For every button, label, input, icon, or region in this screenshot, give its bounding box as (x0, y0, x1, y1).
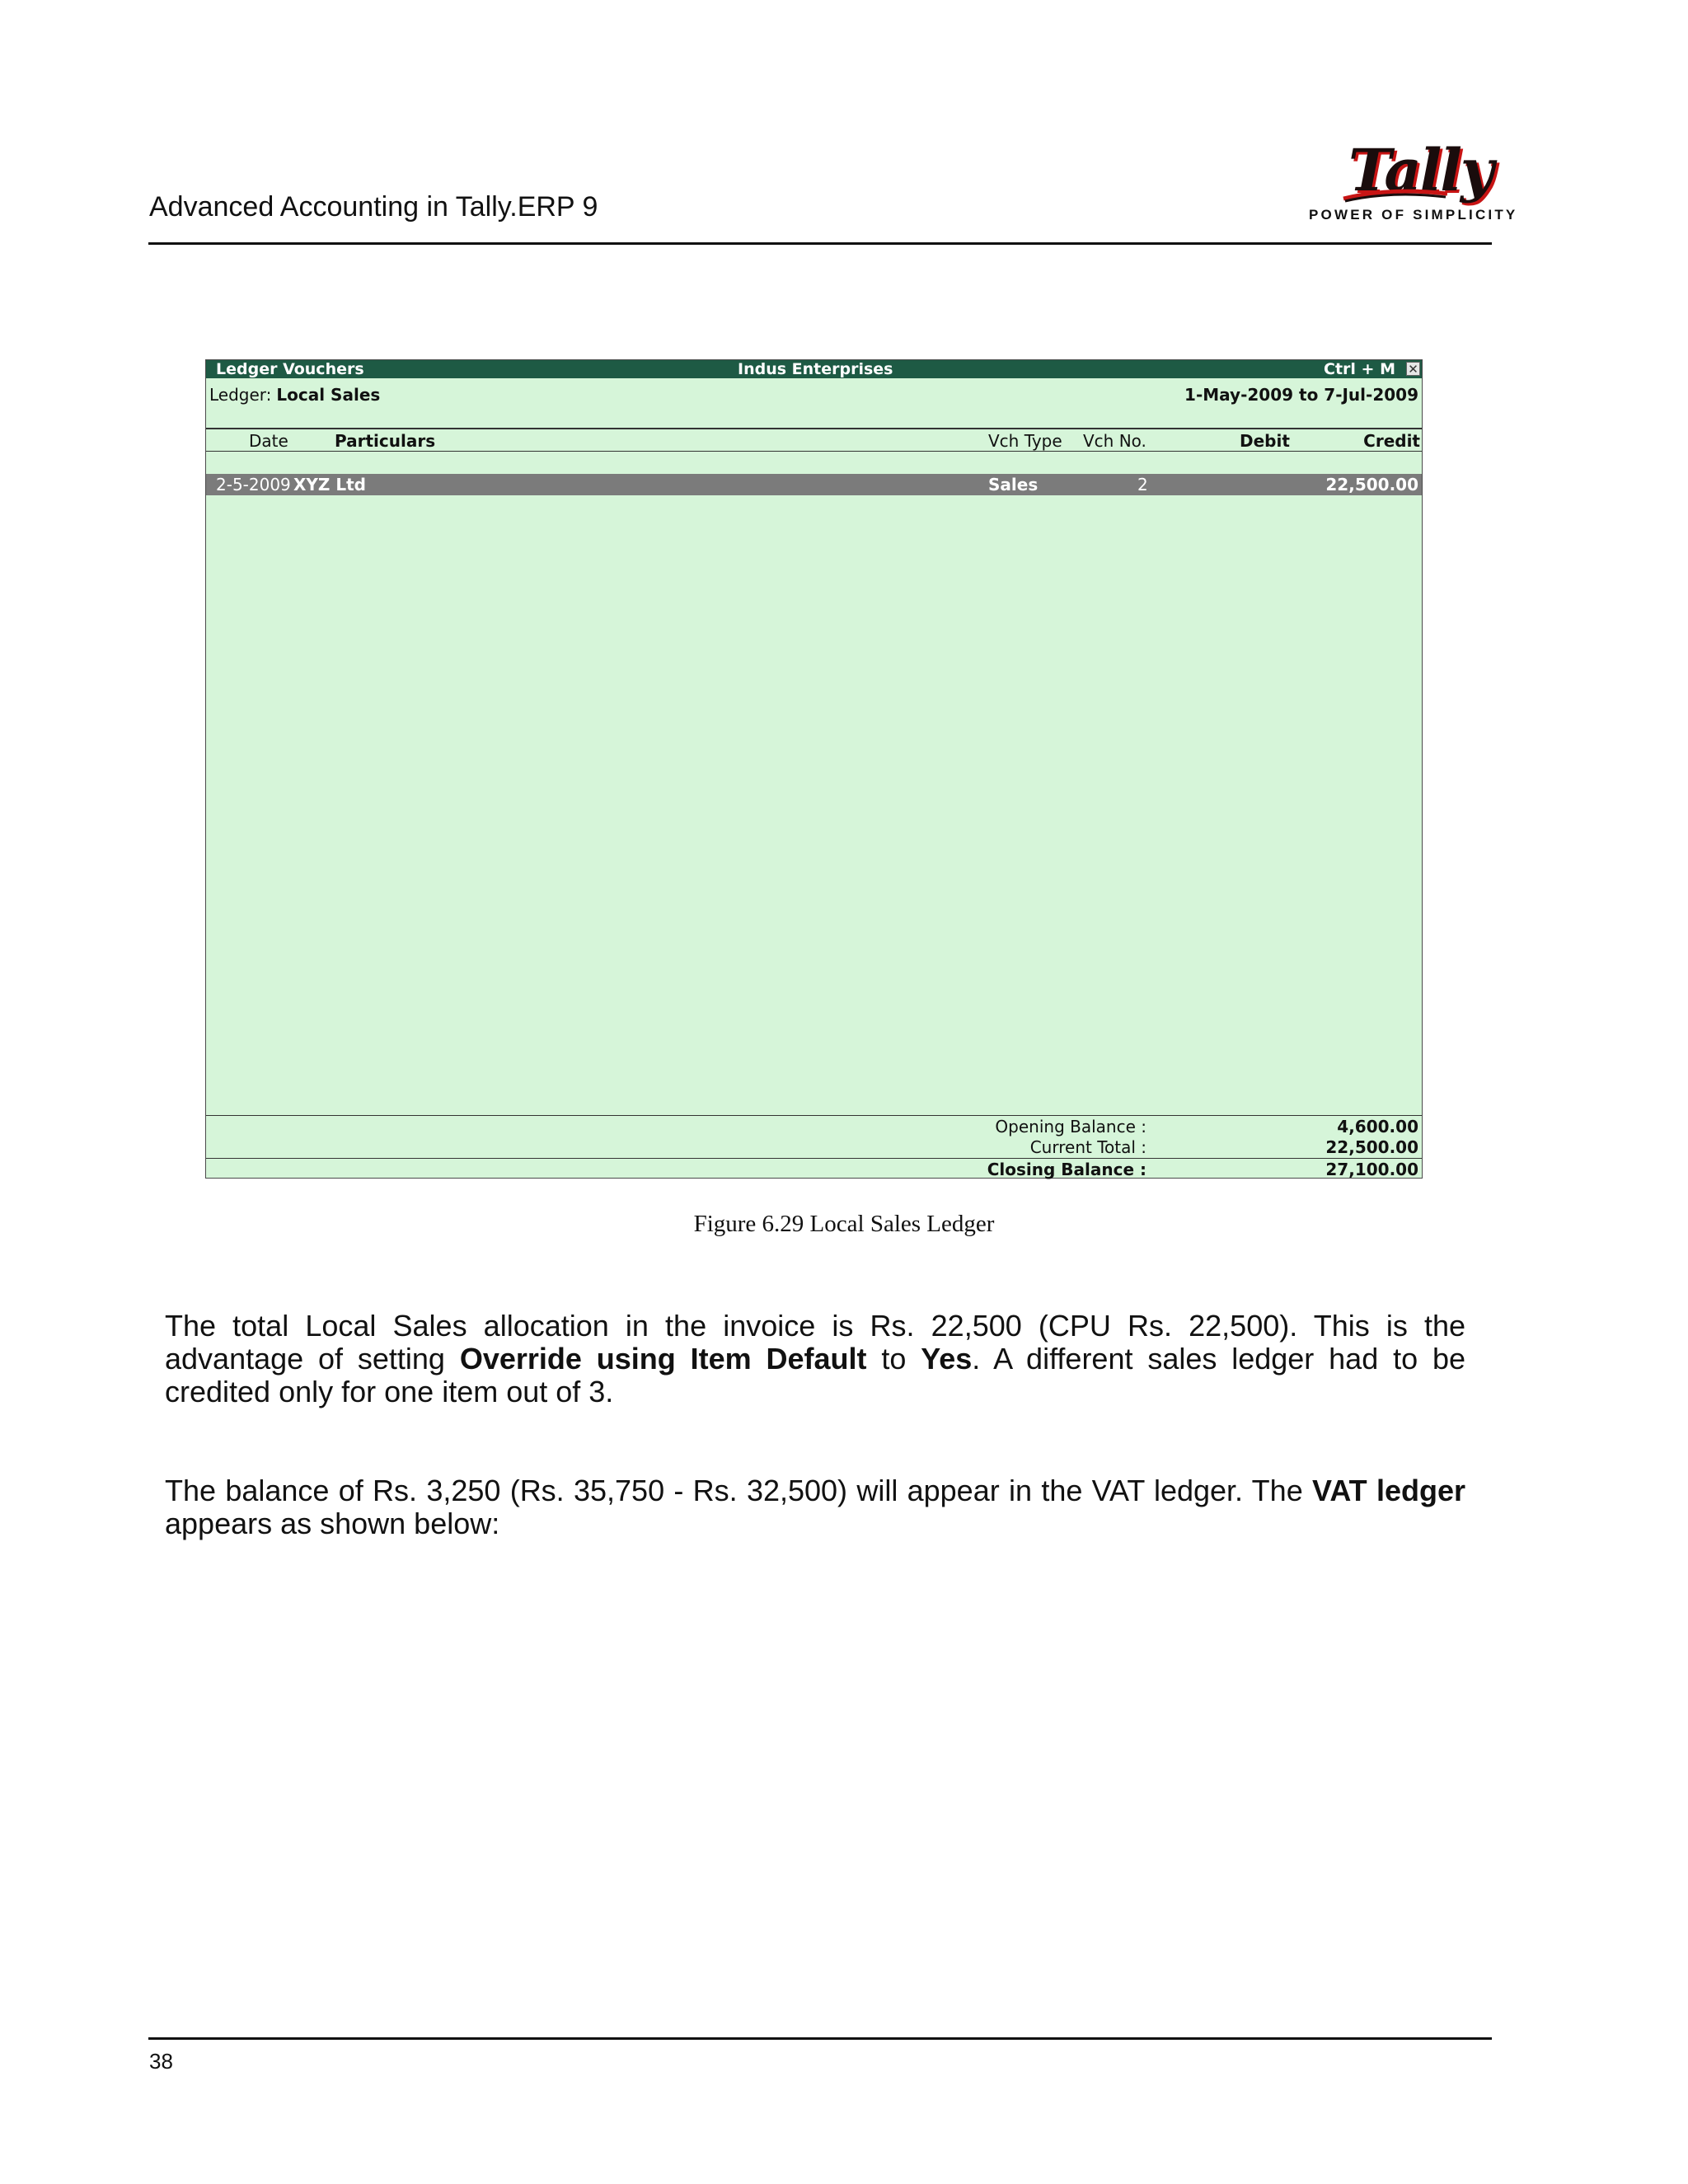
logo-tagline: POWER OF SIMPLICITY (1309, 207, 1518, 223)
text: . A different sales ledger had to be credited only for one item out of 3. (165, 1342, 1465, 1408)
company-name: Indus Enterprises (738, 360, 893, 378)
row-vch-type: Sales (988, 475, 1039, 494)
ledger-vouchers-window (205, 359, 1423, 1179)
column-header-vch-type: Vch Type (988, 431, 1062, 451)
row-date: 2-5-2009 (216, 475, 291, 494)
text: The total Local Sales allocation in the invoice is Rs. 22,500 (CPU Rs. 22,500). This is the advantage of setting (165, 1309, 1465, 1376)
column-header-vch-no: Vch No. (1083, 431, 1146, 451)
ledger-name[interactable]: Local Sales (276, 385, 381, 405)
row-vch-no: 2 (1137, 475, 1148, 494)
tally-logo (1309, 136, 1518, 227)
divider (206, 428, 1422, 429)
shortcut-hint: Ctrl + M (1324, 360, 1395, 378)
opening-balance-label: Opening Balance : (995, 1117, 1146, 1137)
divider (206, 1158, 1422, 1159)
logo-wordmark: Tally (1348, 136, 1493, 204)
closing-balance-value: 27,100.00 (1325, 1160, 1418, 1179)
figure-caption: Figure 6.29 Local Sales Ledger (693, 1211, 995, 1237)
row-credit: 22,500.00 (1325, 475, 1418, 494)
footer-rule (148, 2037, 1492, 2040)
text: The balance of Rs. 3,250 (Rs. 35,750 - Rs. 32,500) will appear in the VAT ledger. The (165, 1474, 1313, 1507)
column-header-date: Date (249, 431, 288, 451)
opening-balance-value: 4,600.00 (1337, 1117, 1418, 1137)
emphasis: Yes (921, 1342, 973, 1376)
window-titlebar (206, 360, 1422, 378)
page-number: 38 (149, 2049, 173, 2074)
emphasis: Override using Item Default (459, 1342, 867, 1376)
book-title: Advanced Accounting in Tally.ERP 9 (149, 191, 598, 223)
divider (206, 451, 1422, 452)
ledger-label: Ledger: (209, 385, 272, 405)
table-row[interactable] (206, 474, 1422, 495)
window-title: Ledger Vouchers (216, 360, 364, 378)
column-header-debit: Debit (1240, 431, 1290, 451)
current-total-label: Current Total : (1029, 1137, 1146, 1157)
logo-swoosh-icon (1342, 185, 1449, 204)
column-header-credit: Credit (1363, 431, 1420, 451)
current-total-value: 22,500.00 (1325, 1137, 1418, 1157)
text: to (866, 1342, 921, 1376)
period-range[interactable]: 1-May-2009 to 7-Jul-2009 (1184, 385, 1418, 405)
divider (206, 1115, 1422, 1116)
ledger-line (209, 385, 380, 405)
emphasis: VAT ledger (1312, 1474, 1465, 1507)
closing-balance-label: Closing Balance : (987, 1160, 1146, 1179)
header-rule (148, 242, 1492, 245)
column-header-particulars: Particulars (335, 431, 436, 451)
body-paragraph (165, 1474, 1465, 1540)
close-icon[interactable]: ✕ (1406, 362, 1420, 376)
row-particulars: XYZ Ltd (293, 475, 366, 494)
text: appears as shown below: (165, 1507, 500, 1540)
body-paragraph (165, 1310, 1465, 1408)
